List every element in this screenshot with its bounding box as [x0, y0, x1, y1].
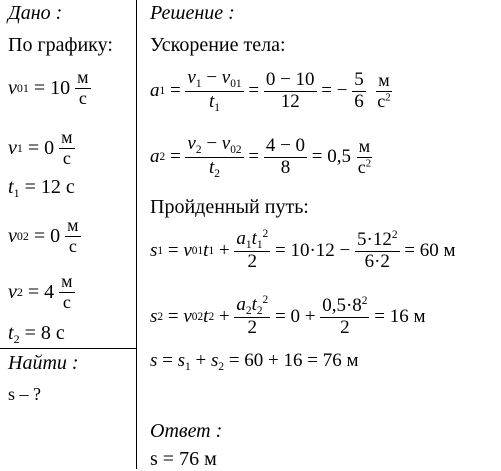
given-heading: Дано : [8, 2, 63, 24]
given-v2: v 2 = 4 $\frac{м}{с}$ [8, 271, 73, 312]
formula-s2: s 2 = v 02 t 2 + $\frac{a_2t_2^2}{2}$ = 0 + $\frac{0,5\cdot 8^2}{2}$ = 16 м [150, 293, 426, 339]
answer-heading: Ответ : [150, 420, 223, 442]
formula-a2: a 2 = $\frac{v_2 - v_{02}}{t_2}$ = $\frac{4 - 0}{8}$ = 0,5 $\frac{м}{с^2}$ [150, 133, 372, 180]
given-v1: v 1 = 0 $\frac{м}{с}$ [8, 127, 73, 168]
given-find-divider [0, 348, 137, 349]
given-t2: $t_2 = 8$ с [8, 322, 65, 347]
find-question: s – ? [8, 384, 41, 404]
path-title: Пройденный путь: [150, 196, 309, 218]
given-t1: $t_1 = 12$ с [8, 176, 75, 201]
given-v02: v 02 = 0 $\frac{м}{с}$ [8, 215, 79, 256]
by-graph-label: По графику: [8, 34, 113, 56]
formula-s1: s 1 = v 01 t 1 + $\frac{a_1t_1^2}{2}$ = 10·12 − $\frac{5\cdot 12^2}{6\cdot 2}$ = 60 м [150, 227, 456, 273]
formula-a1: a 1 = $\frac{v_1 - v_{01}}{t_1}$ = $\frac{0 - 10}{12}$ = − $\frac{5}{6}$ $\frac{м}{с^2}$ [150, 67, 391, 114]
answer-text: s = 76 м [150, 448, 217, 470]
solution-heading: Решение : [150, 2, 235, 24]
find-heading: Найти : [8, 352, 79, 374]
column-divider [136, 0, 137, 469]
formula-s-total: $s = s_1 + s_2 = 60 + 16 = 76$ м [150, 350, 359, 373]
acceleration-title: Ускорение тела: [150, 34, 286, 56]
given-v01: v 01 = 10 $\frac{м}{с}$ [8, 67, 89, 108]
